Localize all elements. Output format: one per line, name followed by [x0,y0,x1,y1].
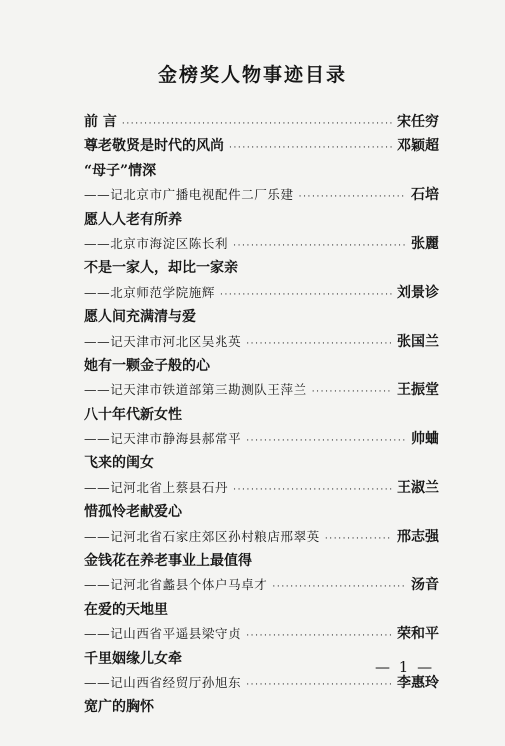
toc-title-line [84,598,439,622]
toc-subtitle: ——北京市海淀区陈长利 [84,235,229,251]
toc-title: 八十年代新女性 [84,406,182,423]
toc-title-line [84,451,439,475]
toc-title: 愿人间充满清与爱 [84,309,196,326]
toc-title-line [84,305,439,329]
toc-title-line [84,403,439,427]
toc-title: 飞来的闺女 [84,455,154,472]
dot-leader [220,281,392,305]
page-title: 金榜奖人物事迹目录 [157,64,347,86]
toc-subtitle: ——记河北省石家庄郊区孙村粮店邢翠英 [84,528,320,544]
dot-leader [272,573,406,597]
toc-subtitle-line [84,427,439,451]
toc-subtitle-line [84,378,439,402]
toc-title: 前 言 [84,114,117,130]
dot-leader [312,378,392,402]
toc-title-line [84,208,439,232]
dot-leader [246,622,392,646]
toc-title-line [84,354,439,378]
toc-subtitle-line [84,622,439,646]
dot-leader [122,110,392,134]
toc-title: 她有一颗金子般的心 [84,357,210,374]
toc-subtitle-line [84,330,439,354]
toc-title-line [84,500,439,524]
toc-title-line [84,256,439,280]
dot-leader [246,330,392,354]
toc-title: 千里姻缘儿女牵 [84,650,182,667]
toc-subtitle: ——记天津市河北区吴兆英 [84,333,242,349]
toc-title: 不是一家人，却比一家亲 [84,260,238,277]
toc-subtitle-line [84,183,439,207]
page-number: — 1 — [375,658,435,676]
toc-title-line [84,549,439,573]
toc-author: 张国兰 [397,333,439,350]
dot-leader [233,476,392,500]
toc-subtitle-line [84,232,439,256]
toc-subtitle: ——记山西省经贸厅孙旭东 [84,674,242,690]
toc-subtitle: ——记天津市铁道部第三勘测队王萍兰 [84,382,307,398]
dot-leader [246,427,406,451]
toc-author: 王淑兰 [397,479,439,496]
toc-subtitle-line [84,573,439,597]
toc-author: 王振堂 [397,382,439,399]
toc-author: 李惠玲 [397,674,439,691]
toc-title-line [84,695,439,719]
table-of-contents [84,110,439,720]
toc-subtitle: ——记河北省蠡县个体户马卓才 [84,577,268,593]
toc-author: 张麗 [411,235,439,252]
toc-author: 刘景诊 [397,284,439,301]
dot-leader [325,525,392,549]
toc-subtitle: ——记北京市广播电视配件二厂乐建 [84,187,294,203]
toc-title: 愿人人老有所养 [84,211,182,228]
toc-subtitle: ——北京师范学院施辉 [84,284,216,300]
toc-subtitle: ——记河北省上蔡县石丹 [84,479,229,495]
toc-title: 宽广的胸怀 [84,699,154,716]
toc-author: 帅蛐 [411,431,439,448]
toc-title: “母子”情深 [84,162,157,179]
dot-leader [229,134,392,158]
toc-subtitle: ——记山西省平遥县梁守贞 [84,626,242,642]
toc-title: 在爱的天地里 [84,601,168,618]
dot-leader [246,671,392,695]
toc-author: 宋任穷 [397,114,439,130]
toc-title: 金钱花在养老事业上最值得 [84,553,252,570]
toc-author: 邢志强 [397,528,439,545]
toc-subtitle-line [84,525,439,549]
toc-title-line [84,134,439,158]
toc-author: 荣和平 [397,626,439,643]
toc-title-line [84,159,439,183]
toc-subtitle-line [84,476,439,500]
toc-subtitle: ——记天津市静海县郝常平 [84,431,242,447]
dot-leader [233,232,406,256]
toc-title: 惜孤怜老献爱心 [84,504,182,521]
toc-author: 邓颖超 [397,138,439,155]
toc-author: 石培 [411,187,439,204]
toc-title: 尊老敬贤是时代的风尚 [84,138,224,155]
toc-subtitle-line [84,281,439,305]
dot-leader [299,183,406,207]
toc-author: 汤音 [411,577,439,594]
toc-title-line [84,110,439,134]
